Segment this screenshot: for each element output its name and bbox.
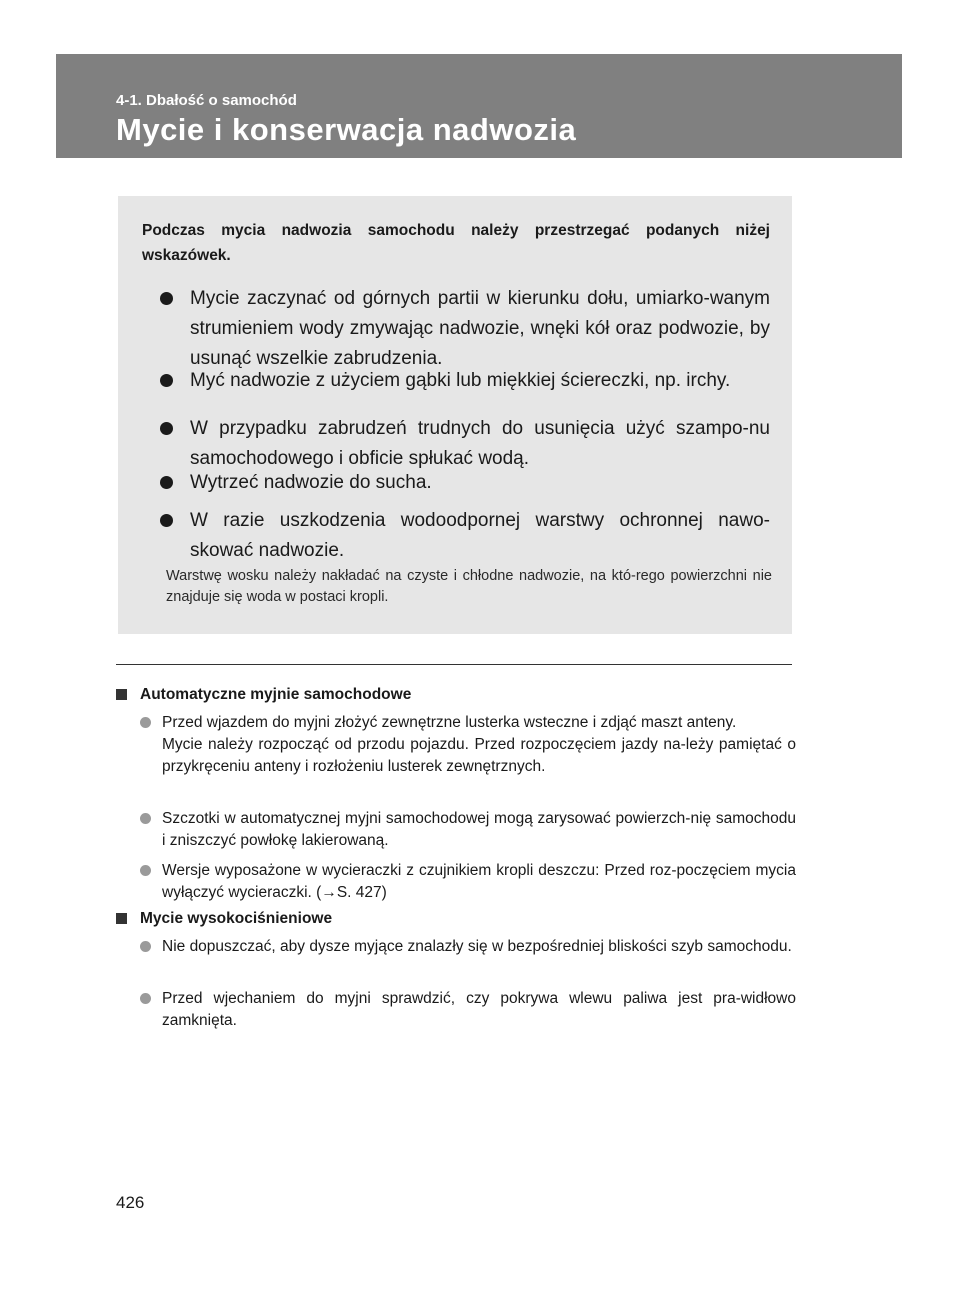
list-item bbox=[140, 712, 796, 778]
bullet-dot-icon bbox=[160, 422, 173, 435]
page-header bbox=[56, 54, 902, 158]
section-heading-text: Automatyczne myjnie samochodowe bbox=[140, 686, 412, 703]
square-bullet-icon bbox=[116, 913, 127, 924]
bullet-dot-icon bbox=[140, 941, 151, 952]
bullet-dot-icon bbox=[160, 476, 173, 489]
box-note: Warstwę wosku należy nakładać na czyste i chłodne nadwozie, na któ-rego powierzchni nie znajduje się woda w postaci kropli. bbox=[166, 568, 772, 605]
list-item bbox=[140, 936, 796, 958]
box-bullet-text: W przypadku zabrudzeń trudnych do usunięcia użyć szampo-nu samochodowego i obficie spłukać wodą. bbox=[190, 418, 770, 469]
bullet-dot-icon bbox=[140, 865, 151, 876]
section-heading-text: Mycie wysokociśnieniowe bbox=[140, 910, 333, 927]
box-bullet-text: Wytrzeć nadwozie do sucha. bbox=[190, 472, 432, 493]
list-item bbox=[140, 808, 796, 852]
bullet-dot-icon bbox=[160, 374, 173, 387]
list-item-text-wrap bbox=[162, 712, 796, 778]
list-item-subtext: Mycie należy rozpocząć od przodu pojazdu. Przed rozpoczęciem jazdy na-leży pamiętać o przykręceniu anteny i rozłożeniu lusterek zewnętrznych. bbox=[162, 736, 796, 775]
bullet-dot-icon bbox=[140, 993, 151, 1004]
box-bullet-text: W razie uszkodzenia wodoodpornej warstwy ochronnej nawo-skować nadwozie. bbox=[190, 510, 770, 561]
box-bullet bbox=[160, 506, 770, 566]
page-number: 426 bbox=[116, 1193, 145, 1212]
section-label: 4-1. Dbałość o samochód bbox=[116, 92, 297, 109]
page-title: Mycie i konserwacja nadwozia bbox=[116, 112, 577, 147]
bullet-dot-icon bbox=[160, 514, 173, 527]
bullet-dot-icon bbox=[140, 717, 151, 728]
divider bbox=[116, 664, 792, 665]
list-item-text: Przed wjechaniem do myjni sprawdzić, czy pokrywa wlewu paliwa jest pra-widłowo zamknięta. bbox=[162, 990, 796, 1029]
bullet-dot-icon bbox=[140, 813, 151, 824]
list-item-text: Nie dopuszczać, aby dysze myjące znalazły się w bezpośredniej bliskości szyb samochodu. bbox=[162, 938, 792, 955]
box-bullet bbox=[160, 414, 770, 474]
instructions-box bbox=[118, 196, 792, 634]
box-bullet bbox=[160, 284, 770, 374]
box-bullet-text: Myć nadwozie z użyciem gąbki lub miękkiej ściereczki, np. irchy. bbox=[190, 370, 731, 391]
list-item bbox=[140, 860, 796, 904]
list-item bbox=[140, 988, 796, 1032]
section-heading bbox=[116, 908, 796, 930]
list-item-text: Wersje wyposażone w wycieraczki z czujnikiem kropli deszczu: Przed roz-poczęciem mycia wyłączyć wycieraczki. (→S. 427) bbox=[162, 862, 796, 901]
box-intro: Podczas mycia nadwozia samochodu należy przestrzegać podanych niżej wskazówek. bbox=[142, 222, 770, 264]
box-bullet bbox=[160, 468, 770, 498]
list-item-text: Szczotki w automatycznej myjni samochodowej mogą zarysować powierzch-nię samochodu i zniszczyć powłokę lakierowaną. bbox=[162, 810, 796, 849]
box-bullet-text: Mycie zaczynać od górnych partii w kierunku dołu, umiarko-wanym strumieniem wody zmywając nadwozie, wnęki kół oraz podwozie, by usunąć wszelkie zabrudzenia. bbox=[190, 288, 770, 369]
box-bullet bbox=[160, 366, 770, 396]
bullet-dot-icon bbox=[160, 292, 173, 305]
section-heading bbox=[116, 684, 796, 706]
list-item-text: Przed wjazdem do myjni złożyć zewnętrzne lusterka wsteczne i zdjąć maszt anteny. bbox=[162, 714, 737, 731]
square-bullet-icon bbox=[116, 689, 127, 700]
